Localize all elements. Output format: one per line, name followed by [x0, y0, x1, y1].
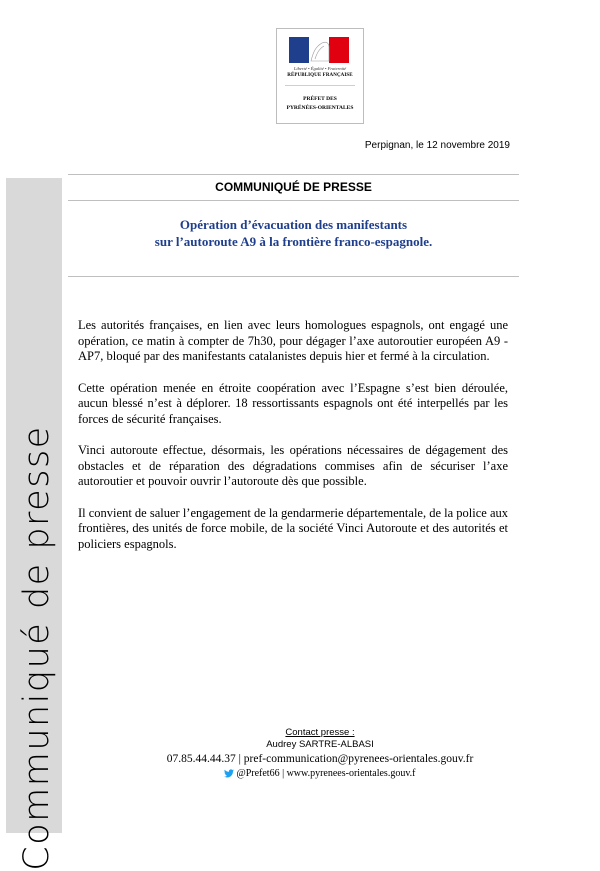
subject-line-2: sur l’autoroute A9 à la frontière franco-espagnole. [154, 234, 433, 249]
contact-phone-email[interactable]: 07.85.44.44.37 | pref-communication@pyrenees-orientales.gouv.fr [166, 753, 474, 765]
side-panel [6, 178, 62, 871]
paragraph: Cette opération menée en étroite coopération avec l’Espagne s’est bien déroulée, aucun blessé n’est à déplorer. 18 ressortissants espagnols ont été interpellés par les forces de sécurité françaises. [78, 380, 508, 426]
republic-motto: Liberté • Égalité • Fraternité [293, 66, 347, 71]
prefect-line-2: PYRÉNÉES-ORIENTALES [286, 105, 354, 111]
paragraph: Les autorités françaises, en lien avec leurs homologues espagnols, ont engagé une opération, ce matin à compter de 7h30, pour dégager l’axe autoroutier européen A9 - AP7, bloqué par des manifestants catalanistes depuis hier et fermé à la circulation. [78, 318, 508, 363]
prefect-title [277, 95, 363, 113]
page-title: COMMUNIQUÉ DE PRESSE [215, 180, 372, 194]
side-panel-label: Communiqué de presse [17, 425, 57, 871]
twitter-icon [224, 769, 234, 778]
subject-line-1: Opération d’évacuation des manifestants [179, 217, 408, 232]
contact-name: Audrey SARTRE-ALBASI [266, 739, 374, 750]
contact-social-text: @Prefet66 | www.pyrenees-orientales.gouv.f [236, 768, 416, 779]
title-top-rule [68, 174, 519, 175]
marianne-logo [276, 28, 364, 124]
marianne-flag-icon [289, 37, 349, 63]
contact-social-web[interactable] [120, 767, 520, 780]
prefect-line-1: PRÉFET DES [303, 96, 337, 102]
press-contact [120, 727, 520, 780]
body-text [78, 318, 508, 568]
subject-bottom-rule [68, 276, 519, 277]
logo-divider [285, 85, 355, 86]
subject-heading [68, 216, 519, 250]
title-bottom-rule [68, 200, 519, 201]
republic-name: RÉPUBLIQUE FRANÇAISE [287, 73, 353, 78]
paragraph: Vinci autoroute effectue, désormais, les opérations nécessaires de dégagement des obstacles et de réparation des dégradations commises afin de sécuriser l’axe autoroutier et pouvoir ouvrir l’autoroute dès que possible. [78, 443, 508, 488]
place-date: Perpignan, le 12 novembre 2019 [364, 140, 510, 151]
paragraph: Il convient de saluer l’engagement de la gendarmerie départementale, de la police aux frontières, des unités de force mobile, de la société Vinci Autoroute et des autorités et policiers espagnols. [78, 505, 509, 551]
contact-label: Contact presse : [285, 727, 355, 738]
